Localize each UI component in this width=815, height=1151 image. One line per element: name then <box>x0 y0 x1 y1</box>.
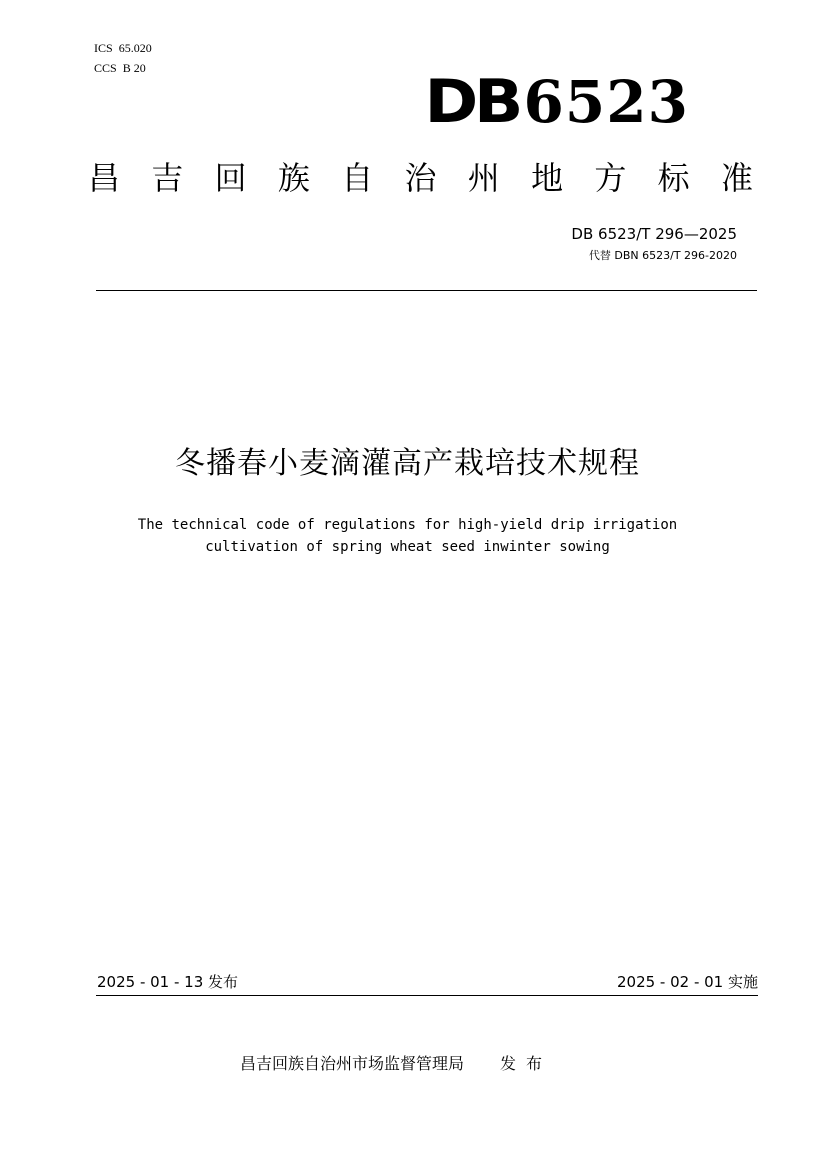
bottom-divider <box>96 995 758 996</box>
english-title-line-2: cultivation of spring wheat seed inwinter sowing <box>205 539 610 555</box>
implementation-date: 2025 - 02 - 01 实施 <box>616 973 758 991</box>
ccs-label: CCS <box>94 61 117 75</box>
standard-type-char: 准 <box>720 159 753 197</box>
standard-type-char: 标 <box>657 159 690 197</box>
standard-type-char: 回 <box>214 159 247 197</box>
standard-type-char: 地 <box>531 159 564 197</box>
publisher-line <box>240 1053 552 1075</box>
english-title <box>0 514 815 558</box>
standard-type-char: 吉 <box>151 159 184 197</box>
db-logo-code: 6523 <box>523 68 689 136</box>
ics-value: 65.020 <box>118 41 152 55</box>
standard-type-char: 族 <box>277 159 310 197</box>
standard-number: DB 6523/T 296—2025 <box>571 225 737 243</box>
ccs-code <box>94 61 146 75</box>
standard-type-char: 治 <box>404 159 437 197</box>
standard-type-char: 方 <box>594 159 627 197</box>
issue-date: 2025 - 01 - 13 发布 <box>97 973 239 991</box>
standard-type-heading <box>88 156 753 200</box>
english-title-line-1: The technical code of regulations for high-yield drip irrigation <box>137 517 678 533</box>
publisher-name: 昌吉回族自治州市场监督管理局 <box>240 1054 465 1073</box>
replaces-standard: 代替 DBN 6523/T 296-2020 <box>588 249 737 262</box>
standard-type-char: 昌 <box>88 159 121 197</box>
standard-type-char: 自 <box>341 159 374 197</box>
standard-type-char: 州 <box>467 159 500 197</box>
top-divider <box>96 290 757 291</box>
publisher-action: 发布 <box>500 1054 553 1073</box>
ccs-value: B 20 <box>122 61 146 75</box>
ics-label: ICS <box>94 41 113 55</box>
chinese-title: 冬播春小麦滴灌高产栽培技术规程 <box>175 446 640 481</box>
db-logo-prefix: DB <box>424 67 520 137</box>
ics-code <box>94 41 152 55</box>
db-logo <box>424 62 689 142</box>
